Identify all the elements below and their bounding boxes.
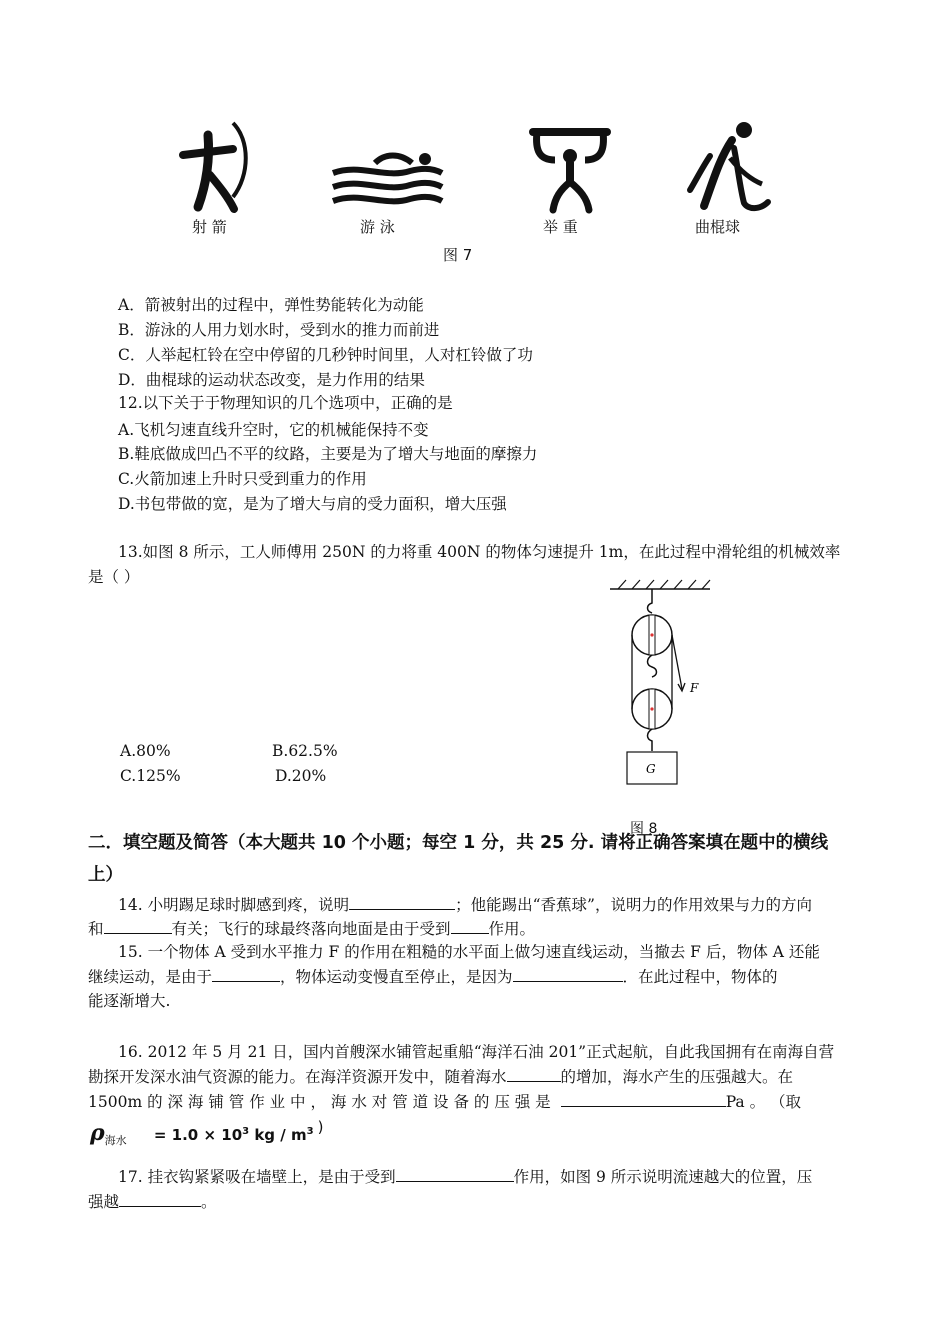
q12-option-b: B.鞋底做成凹凸不平的纹路，主要是为了增大与地面的摩擦力 [118,445,538,463]
q14-blank-2[interactable] [104,917,172,934]
q11-option-d: D．曲棍球的运动状态改变，是力作用的结果 [118,371,425,389]
q14-line1: 14. 小明踢足球时脚感到疼，说明 ；他能踢出“香蕉球”，说明力的作用效果与力的方向 [118,893,812,916]
q12-stem: 12.以下关于于物理知识的几个选项中，正确的是 [118,394,453,412]
q16-blank-1[interactable] [507,1065,561,1082]
q11-option-a: A．箭被射出的过程中，弹性势能转化为动能 [118,296,424,314]
q13-option-d: D.20% [275,767,327,785]
q15-line3: 能逐渐增大. [88,992,171,1010]
figure-7-caption: 图 7 [443,246,473,264]
swimming-pictogram-icon [330,145,445,210]
hockey-pictogram-icon [682,118,777,213]
archery-pictogram-icon [178,115,258,215]
weightlifting-label: 举 重 [543,218,578,236]
q14-line2: 和 有关；飞行的球最终落向地面是由于受到 作用。 [88,917,535,940]
q17-blank-1[interactable] [396,1165,514,1182]
section-2-title: 二．填空题及简答（本大题共 10 个小题；每空 1 分，共 25 分. 请将正确答案填在题中的横线 [88,833,829,853]
q13-option-c: C.125% [120,767,181,785]
q15-line2: 继续运动，是由于 ，物体运动变慢直至停止，是因为 ．在此过程中，物体的 [88,965,778,988]
weightlifting-pictogram-icon [525,120,615,215]
weight-label: G [646,762,656,776]
swimming-label: 游 泳 [360,218,395,236]
rho-symbol: ρ [90,1120,105,1146]
q17-line2: 强越 。 [88,1190,217,1213]
q16-line3: 1500m 的 深 海 铺 管 作 业 中 ， 海 水 对 管 道 设 备 的 压 强 是 Pa 。 （取 [88,1090,801,1113]
q15-blank-2[interactable] [513,965,623,982]
q13-stem: 13.如图 8 所示，工人师傅用 250N 的力将重 400N 的物体匀速提升 1m，在此过程中滑轮组的机械效率 [118,543,841,561]
q12-option-d: D.书包带做的宽，是为了增大与肩的受力面积，增大压强 [118,495,507,513]
hockey-label: 曲棍球 [695,218,741,236]
q13-option-a: A.80% [120,742,171,760]
q15-line1: 15. 一个物体 A 受到水平推力 F 的作用在粗糙的水平面上做匀速直线运动，当撤去 F 后，物体 A 还能 [118,943,820,961]
q17-blank-2[interactable] [119,1190,201,1207]
q14-blank-3[interactable] [451,917,489,934]
archery-label: 射 箭 [192,218,227,236]
section-2-title-cont: 上） [88,865,123,885]
force-label: F [690,681,699,695]
q16-density-formula: $\rho_{海水} = 1.0 \times 10^3$ kg / $m^3$ ) [90,1118,324,1147]
q12-option-a: A.飞机匀速直线升空时，它的机械能保持不变 [118,421,429,439]
q13-option-b: B.62.5% [272,742,338,760]
figure-8-pulley-diagram [600,575,720,825]
q15-blank-1[interactable] [212,965,280,982]
q11-option-c: C．人举起杠铃在空中停留的几秒钟时间里，人对杠铃做了功 [118,346,533,364]
q14-blank-1[interactable] [349,893,455,910]
q16-line1: 16. 2012 年 5 月 21 日，国内首艘深水铺管起重船“海洋石油 201”正式起航，自此我国拥有在南海自营 [118,1043,835,1061]
figure-8-caption: 图 8 [630,821,658,837]
figure-7 [170,110,790,270]
q16-blank-2[interactable] [561,1090,726,1107]
q12-option-c: C.火箭加速上升时只受到重力的作用 [118,470,367,488]
q13-stem-cont: 是（ ） [88,568,140,586]
q11-option-b: B．游泳的人用力划水时，受到水的推力而前进 [118,321,440,339]
q16-line2: 勘探开发深水油气资源的能力。在海洋资源开发中，随着海水 的增加，海水产生的压强越大。在 [88,1065,793,1088]
q17-line1: 17. 挂衣钩紧紧吸在墙壁上，是由于受到 作用，如图 9 所示说明流速越大的位置，压 [118,1165,812,1188]
